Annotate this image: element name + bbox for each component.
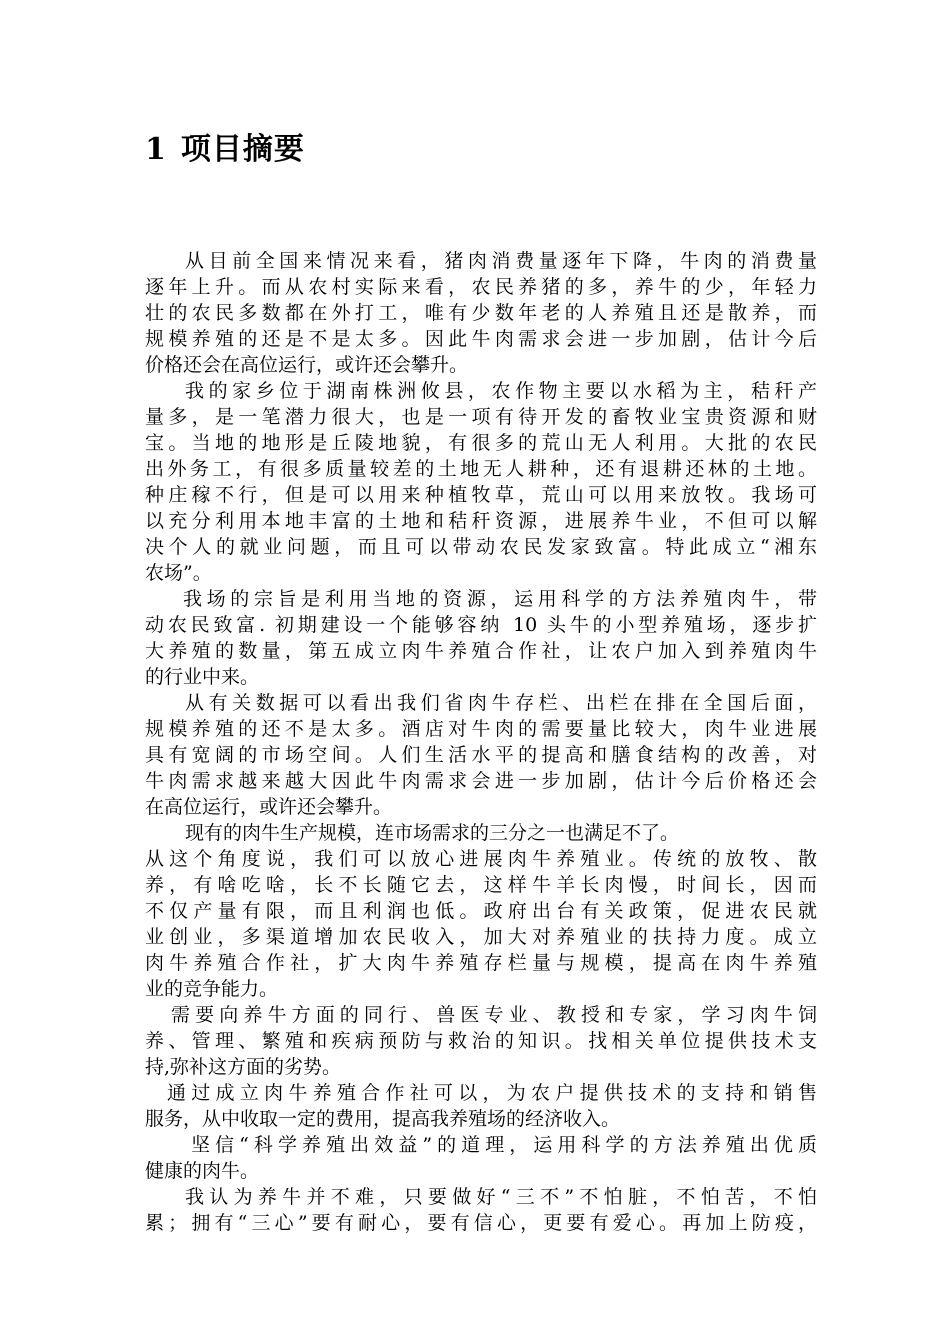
text-line: 服务，从中收取一定的费用，提高我养殖场的经济收入。	[145, 1108, 621, 1130]
text-line: 通过成立肉牛养殖合作社可以，为农户提供技术的支持和销售	[167, 1082, 817, 1104]
text-line: 价格还会在高位运行，或许还会攀升。	[145, 354, 469, 376]
text-line: 牛肉需求越来越大因此牛肉需求会进一步加剧，估计今后价格还会	[145, 770, 817, 792]
section-heading	[145, 128, 305, 172]
section-number: 1	[145, 132, 167, 167]
text-line: 从目前全国来情况来看，猪肉消费量逐年下降，牛肉的消费量	[185, 250, 817, 272]
text-line: 逐年上升。而从农村实际来看，农民养猪的多，养牛的少，年轻力	[145, 276, 817, 298]
text-line: 我场的宗旨是利用当地的资源，运用科学的方法养殖肉牛，带	[183, 588, 817, 610]
text-line: 宝。当地的地形是丘陵地貌，有很多的荒山无人利用。大批的农民	[145, 432, 817, 454]
text-line: 肉牛养殖合作社，扩大肉牛养殖存栏量与规模，提高在肉牛养殖	[145, 952, 817, 974]
text-line: 业的竞争能力。	[145, 978, 279, 1000]
text-line: 出外务工，有很多质量较差的土地无人耕种，还有退耕还林的土地。	[145, 458, 817, 480]
text-line: 壮的农民多数都在外打工，唯有少数年老的人养殖且还是散养，而	[145, 302, 817, 324]
text-line: 不仅产量有限，而且利润也低。政府出台有关政策，促进农民就	[145, 900, 817, 922]
text-line: 动农民致富. 初期建设一个能够容纳 10 头牛的小型养殖场，逐步扩	[145, 614, 817, 636]
text-line: 业创业，多渠道增加农民收入，加大对养殖业的扶持力度。成立	[145, 926, 817, 948]
text-line: 累；拥有“三心”要有耐心，要有信心，更要有爱心。再加上防疫，	[145, 1212, 817, 1234]
text-line: 健康的肉牛。	[145, 1160, 260, 1182]
text-line: 的行业中来。	[145, 666, 260, 688]
text-line: 种庄稼不行，但是可以用来种植牧草，荒山可以用来放牧。我场可	[145, 484, 817, 506]
text-line: 坚信“科学养殖出效益”的道理，运用科学的方法养殖出优质	[191, 1134, 817, 1156]
text-line: 我认为养牛并不难，只要做好“三不”不怕脏，不怕苦，不怕	[185, 1186, 817, 1208]
text-line: 规模养殖的还是不是太多。因此牛肉需求会进一步加剧，估计今后	[145, 328, 817, 350]
text-line: 具有宽阔的市场空间。人们生活水平的提高和膳食结构的改善，对	[145, 744, 817, 766]
text-line: 现有的肉牛生产规模，连市场需求的三分之一也满足不了。	[185, 822, 680, 844]
text-line: 需要向养牛方面的同行、兽医专业、教授和专家，学习肉牛饲	[171, 1004, 817, 1026]
text-line: 规模养殖的还不是太多。酒店对牛肉的需要量比较大，肉牛业进展	[145, 718, 817, 740]
text-line: 养，有啥吃啥，长不长随它去，这样牛羊长肉慢，时间长，因而	[145, 874, 817, 896]
text-line: 大养殖的数量，第五成立肉牛养殖合作社，让农户加入到养殖肉牛	[145, 640, 817, 662]
text-line: 农场”。	[145, 562, 212, 584]
text-line: 我的家乡位于湖南株洲攸县，农作物主要以水稻为主，秸秆产	[185, 380, 817, 402]
body-text	[145, 248, 817, 1236]
section-title: 项目摘要	[180, 132, 305, 167]
text-line: 从这个角度说，我们可以放心进展肉牛养殖业。传统的放牧、散	[145, 848, 817, 870]
text-line: 养、管理、繁殖和疾病预防与救治的知识。找相关单位提供技术支	[145, 1030, 817, 1052]
text-line: 持,弥补这方面的劣势。	[145, 1056, 342, 1078]
text-line: 在高位运行，或许还会攀升。	[145, 796, 393, 818]
text-line: 从有关数据可以看出我们省肉牛存栏、出栏在排在全国后面，	[185, 692, 817, 714]
text-line: 量多，是一笔潜力很大，也是一项有待开发的畜牧业宝贵资源和财	[145, 406, 817, 428]
text-line: 决个人的就业问题，而且可以带动农民发家致富。特此成立“湘东	[145, 536, 817, 558]
text-line: 以充分利用本地丰富的土地和秸秆资源，进展养牛业，不但可以解	[145, 510, 817, 532]
